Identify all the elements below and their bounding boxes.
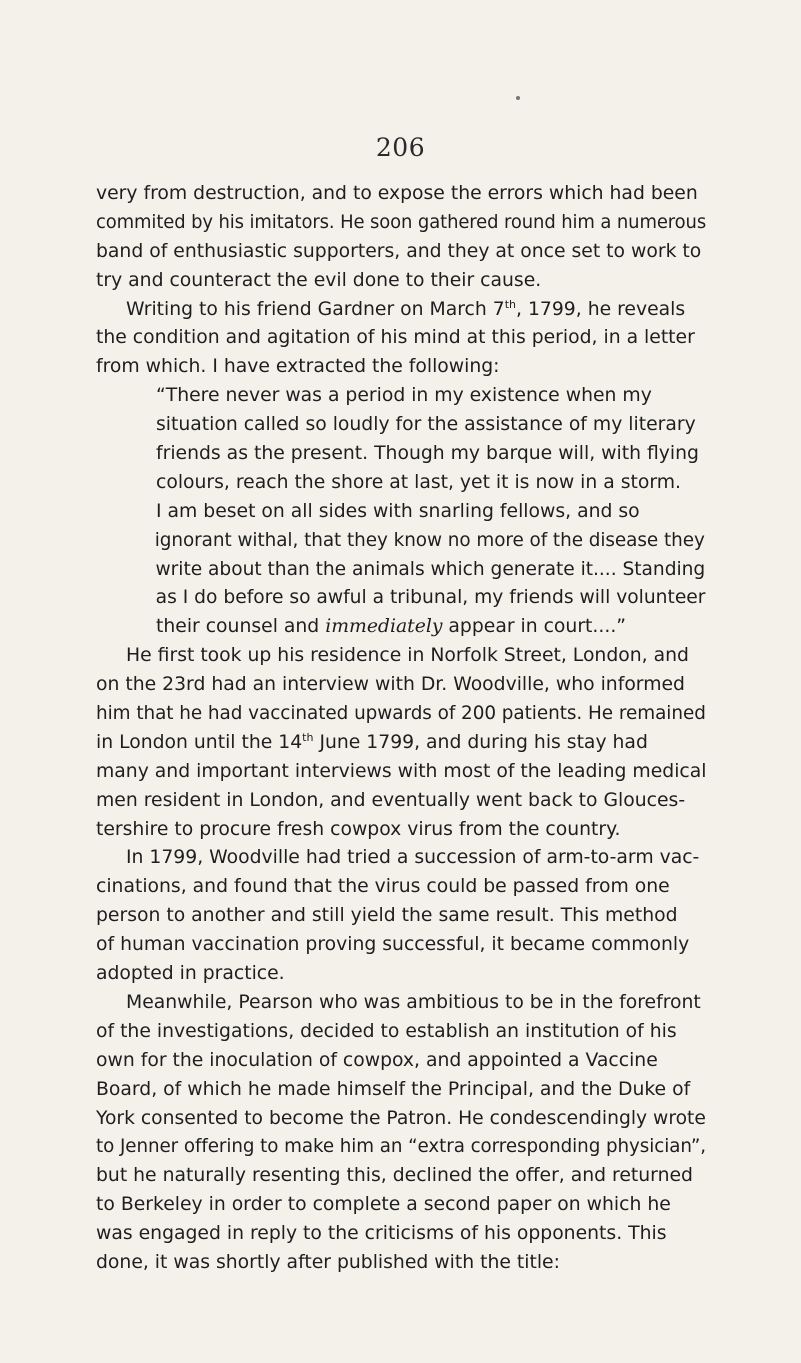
text-line	[96, 671, 706, 700]
line-text: men resident in London, and eventually went back to Glouces-	[96, 789, 686, 811]
line-text: cinations, and found that the virus could be passed from one	[96, 876, 670, 898]
text-line	[96, 1076, 706, 1105]
text-line	[96, 469, 706, 498]
text-line	[96, 267, 706, 296]
line-text: York consented to become the Patron. He condescendingly wrote	[96, 1107, 706, 1129]
line-text: ignorant withal, that they know no more of the disease they	[154, 529, 705, 551]
text-line	[96, 613, 706, 642]
line-text: to Jenner offering to make him an “extra corresponding physician”,	[96, 1136, 707, 1158]
text-line	[96, 1133, 707, 1162]
line-text: was engaged in reply to the criticisms of his opponents. This	[96, 1223, 667, 1245]
line-text: the condition and agitation of his mind at this period, in a letter	[96, 327, 695, 349]
text-line	[96, 180, 706, 209]
line-text: I am beset on all sides with snarling fellows, and so	[156, 500, 640, 522]
text-line	[96, 1191, 706, 1220]
line-text: commited by his imitators. He soon gathered round him a numerous	[96, 211, 707, 233]
line-text: in London until the 14	[96, 731, 303, 753]
line-text: of the investigations, decided to establish an institution of his	[96, 1020, 677, 1042]
page-number: 206	[375, 133, 426, 162]
line-text: Meanwhile, Pearson who was ambitious to be in the forefront	[126, 991, 701, 1013]
line-text: on the 23rd had an interview with Dr. Woodville, who informed	[96, 674, 685, 696]
text-line	[96, 238, 706, 267]
line-text-continued: appear in court....”	[442, 616, 627, 638]
text-line	[96, 353, 706, 382]
line-text: Writing to his friend Gardner on March 7	[126, 298, 505, 320]
text-line	[96, 209, 707, 238]
line-text: their counsel and	[156, 616, 326, 638]
line-text: try and counteract the evil done to their cause.	[96, 269, 542, 291]
text-line	[96, 1249, 706, 1278]
line-text: adopted in practice.	[96, 963, 285, 985]
text-line	[96, 873, 706, 902]
line-text: done, it was shortly after published with the title:	[96, 1251, 560, 1273]
body-text	[96, 180, 706, 1278]
text-line	[96, 382, 706, 411]
page-speck	[516, 96, 520, 100]
text-line	[96, 440, 706, 469]
text-line	[96, 989, 706, 1018]
text-line	[96, 960, 706, 989]
text-line	[96, 1162, 706, 1191]
line-text: In 1799, Woodville had tried a succession of arm-to-arm vac-	[126, 847, 700, 869]
line-text-continued: , 1799, he reveals	[516, 298, 686, 320]
line-text: friends as the present. Though my barque will, with flying	[156, 443, 699, 465]
text-line	[96, 931, 706, 960]
line-text: of human vaccination proving successful, it became commonly	[96, 934, 690, 956]
text-line	[96, 1047, 706, 1076]
text-line	[96, 729, 706, 758]
line-text: tershire to procure fresh cowpox virus from the country.	[96, 818, 621, 840]
line-text: situation called so loudly for the assistance of my literary	[156, 414, 696, 436]
text-line	[96, 324, 706, 353]
text-line	[96, 527, 705, 556]
line-text: band of enthusiastic supporters, and they at once set to work to	[96, 240, 702, 262]
superscript: th	[504, 297, 517, 311]
line-text: write about than the animals which generate it.... Standing	[155, 558, 706, 580]
line-text: very from destruction, and to expose the errors which had been	[96, 183, 698, 204]
text-line	[96, 1018, 706, 1047]
text-line	[96, 844, 706, 873]
line-text: him that he had vaccinated upwards of 200 patients. He remained	[96, 703, 706, 725]
line-text: but he naturally resenting this, declined the offer, and returned	[96, 1165, 693, 1187]
line-text: colours, reach the shore at last, yet it is now in a storm.	[156, 471, 682, 493]
line-text: as I do before so awful a tribunal, my friends will volunteer	[155, 587, 706, 609]
superscript: th	[302, 730, 314, 744]
text-line	[96, 498, 706, 527]
line-text: person to another and still yield the same result. This method	[96, 905, 678, 927]
text-line	[96, 1220, 706, 1249]
line-text: many and important interviews with most of the leading medical	[96, 760, 707, 782]
line-text-continued: June 1799, and during his stay had	[313, 731, 648, 753]
text-line	[96, 902, 706, 931]
text-line	[96, 296, 706, 325]
text-line	[96, 787, 706, 816]
text-line	[96, 758, 706, 787]
text-line	[96, 700, 706, 729]
line-text: own for the inoculation of cowpox, and appointed a Vaccine	[96, 1049, 658, 1071]
line-text: Board, of which he made himself the Principal, and the Duke of	[96, 1078, 691, 1100]
text-line	[96, 1105, 704, 1134]
line-text: He first took up his residence in Norfolk Street, London, and	[126, 645, 689, 667]
text-line	[96, 642, 706, 671]
text-line	[96, 556, 706, 585]
line-text: “There never was a period in my existence when my	[156, 385, 652, 407]
text-line	[96, 584, 706, 613]
text-line	[96, 411, 706, 440]
line-text: to Berkeley in order to complete a second paper on which he	[96, 1194, 671, 1216]
italic-text: immediately	[325, 616, 443, 638]
line-text: from which. I have extracted the following:	[96, 356, 500, 378]
text-line	[96, 816, 706, 845]
